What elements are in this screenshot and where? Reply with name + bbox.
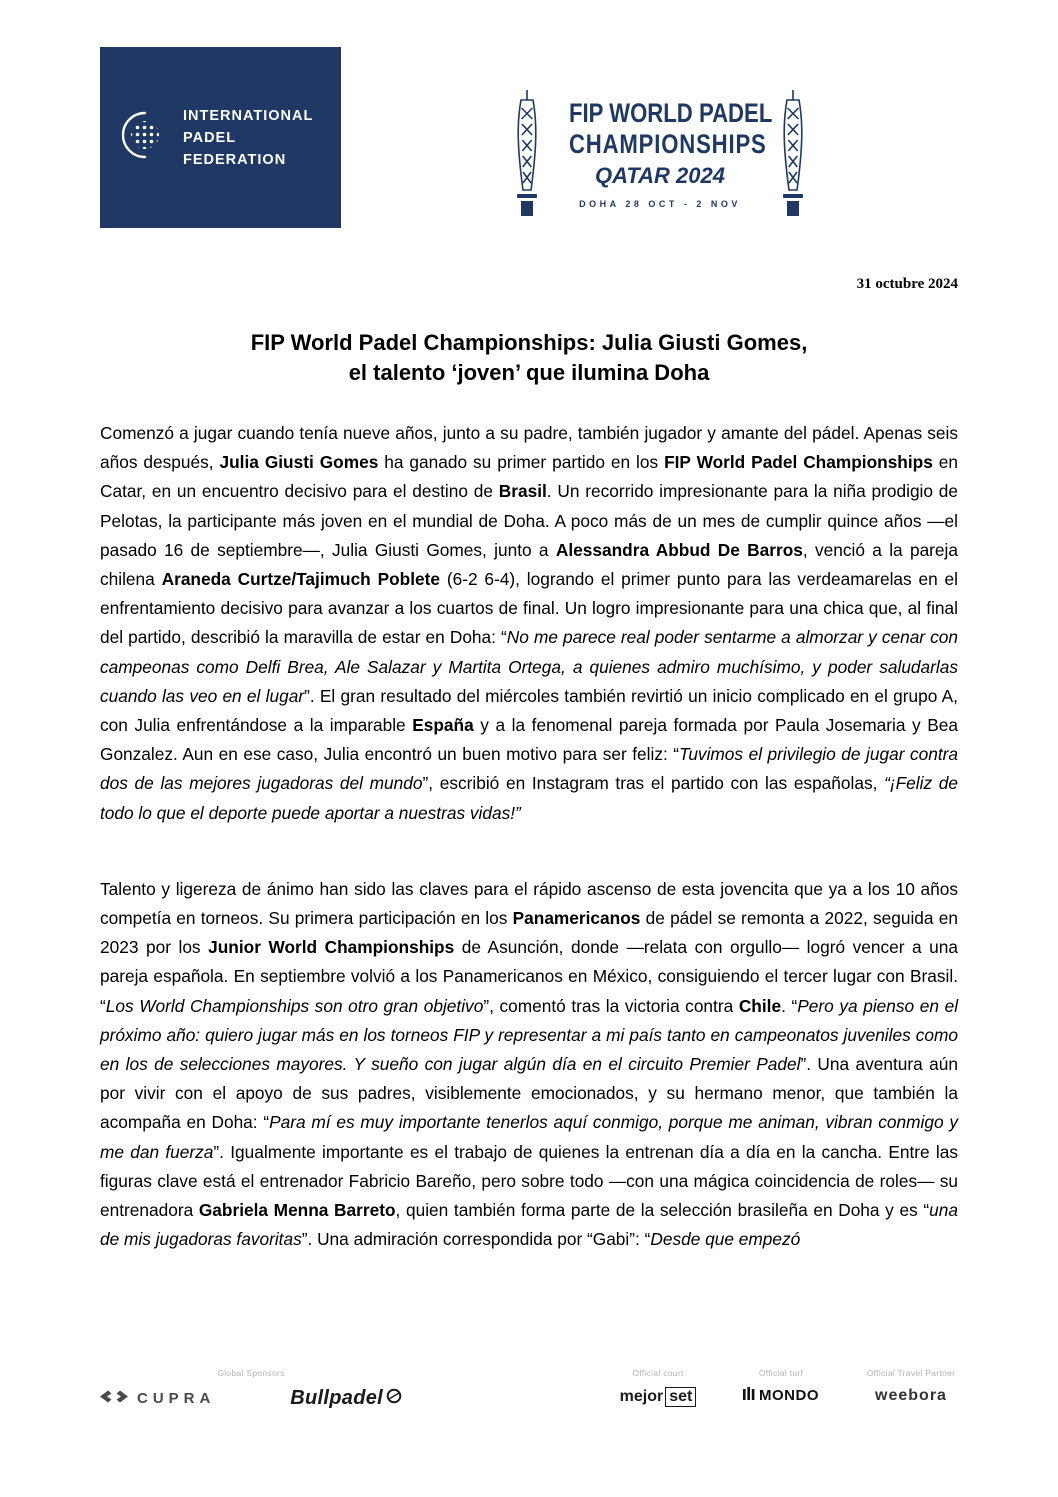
cupra-logo [100, 1389, 215, 1408]
event-logo-line4: DOHA 28 OCT - 2 NOV [579, 199, 741, 209]
weebora-group [855, 1368, 967, 1405]
trophy-tower-icon-left [509, 88, 545, 225]
ipf-logo-line: INTERNATIONAL [183, 107, 314, 124]
cupra-wordmark: CUPRA [137, 1390, 216, 1407]
event-logo-line2: CHAMPIONSHIPS [568, 129, 767, 159]
document-date: 31 octubre 2024 [856, 276, 958, 292]
weebora-wordmark: weebora [875, 1387, 947, 1404]
cupra-emblem-icon [100, 1389, 128, 1408]
bullpadel-logo [290, 1387, 402, 1410]
official-court-label: Official court [632, 1368, 684, 1378]
article-title-line2: el talento ‘joven’ que ilumina Doha [348, 360, 710, 385]
ipf-logo-line: PADEL [183, 129, 237, 146]
mondo-bars-icon [743, 1387, 756, 1404]
mejorset-wordmark-prefix: mejor [619, 1388, 664, 1405]
article-title-line1: FIP World Padel Championships: Julia Giusti Gomes, [250, 330, 808, 355]
ipf-logo [100, 47, 341, 228]
mejorset-wordmark-suffix: set [665, 1387, 696, 1407]
weebora-logo [855, 1387, 967, 1405]
ipf-logo-line: FEDERATION [183, 151, 287, 168]
trophy-tower-icon-right [775, 88, 811, 225]
official-turf-label: Official turf [758, 1368, 804, 1378]
event-logo-text [549, 88, 771, 209]
global-sponsors-group [100, 1368, 402, 1410]
mondo-group [728, 1368, 834, 1404]
bullpadel-ball-icon [386, 1388, 402, 1409]
padel-racket-icon [120, 110, 170, 165]
article-body [100, 419, 958, 1254]
global-sponsors-label: Global Sponsors [217, 1368, 285, 1378]
ipf-logo-text [183, 105, 313, 171]
event-logo [505, 88, 815, 225]
mejorset-group [597, 1368, 719, 1407]
event-logo-line1: FIP WORLD PADEL [568, 98, 773, 128]
mondo-logo [728, 1387, 834, 1404]
article-title [0, 328, 1058, 388]
article-paragraph-1: Comenzó a jugar cuando tenía nueve años, junto a su padre, también jugador y amante del pádel. Apenas seis años después, Julia Giusti Gomes ha ganado su primer partido en los FIP World Padel Championships en Catar, en un encuentro decisivo para el destino de Brasil. Un recorrido impresionante para la niña prodigio de Pelotas, la participante más joven en el mundial de Doha. A poco más de un mes de cumplir quince años —el pasado 16 de septiembre—, Julia Giusti Gomes, junto a Alessandra Abbud De Barros, venció a la pareja chilena Araneda Curtze/Tajimuch Poblete (6-2 6-4), logrando el primer punto para las verdeamarelas en el enfrentamiento decisivo para avanzar a los cuartos de final. Un logro impresionante para una chica que, al final del partido, describió la maravilla de estar en Doha: “No me parece real poder sentarme a almorzar y cenar con campeonas como Delfi Brea, Ale Salazar y Martita Ortega, a quienes admiro muchísimo, y poder saludarlas cuando las veo en el lugar”. El gran resultado del miércoles también revirtió un inicio complicado en el grupo A, con Julia enfrentándose a la imparable España y a la fenomenal pareja formada por Paula Josemaria y Bea Gonzalez. Aun en ese caso, Julia encontró un buen motivo para ser feliz: “Tuvimos el privilegio de jugar contra dos de las mejores jugadoras del mundo”, escribió en Instagram tras el partido con las españolas, “¡Feliz de todo lo que el deporte puede aportar a nuestras vidas!” [100, 423, 959, 823]
sponsor-footer [0, 1362, 1058, 1442]
global-sponsors-row [100, 1387, 402, 1410]
bullpadel-wordmark: Bullpadel [290, 1387, 383, 1409]
official-travel-label: Official Travel Partner [866, 1368, 956, 1378]
mejorset-logo [620, 1387, 697, 1407]
mondo-wordmark: MONDO [759, 1387, 819, 1404]
article-paragraph-2: Talento y ligereza de ánimo han sido las claves para el rápido ascenso de esta jovencita que ya a los 10 años competía en torneos. Su primera participación en los Panamericanos de pádel se remonta a 2022, seguida en 2023 por los Junior World Championships de Asunción, donde —relata con orgullo— logró vencer a una pareja española. En septiembre volvió a los Panamericanos en México, consiguiendo el tercer lugar con Brasil. “Los World Championships son otro gran objetivo”, comentó tras la victoria contra Chile. “Pero ya pienso en el próximo año: quiero jugar más en los torneos FIP y representar a mi país tanto en campeonatos juveniles como en los de selecciones mayores. Y sueño con jugar algún día en el circuito Premier Padel”. Una aventura aún por vivir con el apoyo de sus padres, visiblemente emocionados, y su hermano menor, que también la acompaña en Doha: “Para mí es muy importante tenerlos aquí conmigo, porque me animan, vibran conmigo y me dan fuerza”. Igualmente importante es el trabajo de quienes la entrenan día a día en la cancha. Entre las figuras clave está el entrenador Fabricio Bareño, pero sobre todo —con una mágica coincidencia de roles— su entrenadora Gabriela Menna Barreto, quien también forma parte de la selección brasileña en Doha y es “una de mis jugadoras favoritas”. Una admiración correspondida por “Gabi”: “Desde que empezó [100, 878, 959, 1250]
event-logo-line3: QATAR 2024 [594, 163, 725, 188]
